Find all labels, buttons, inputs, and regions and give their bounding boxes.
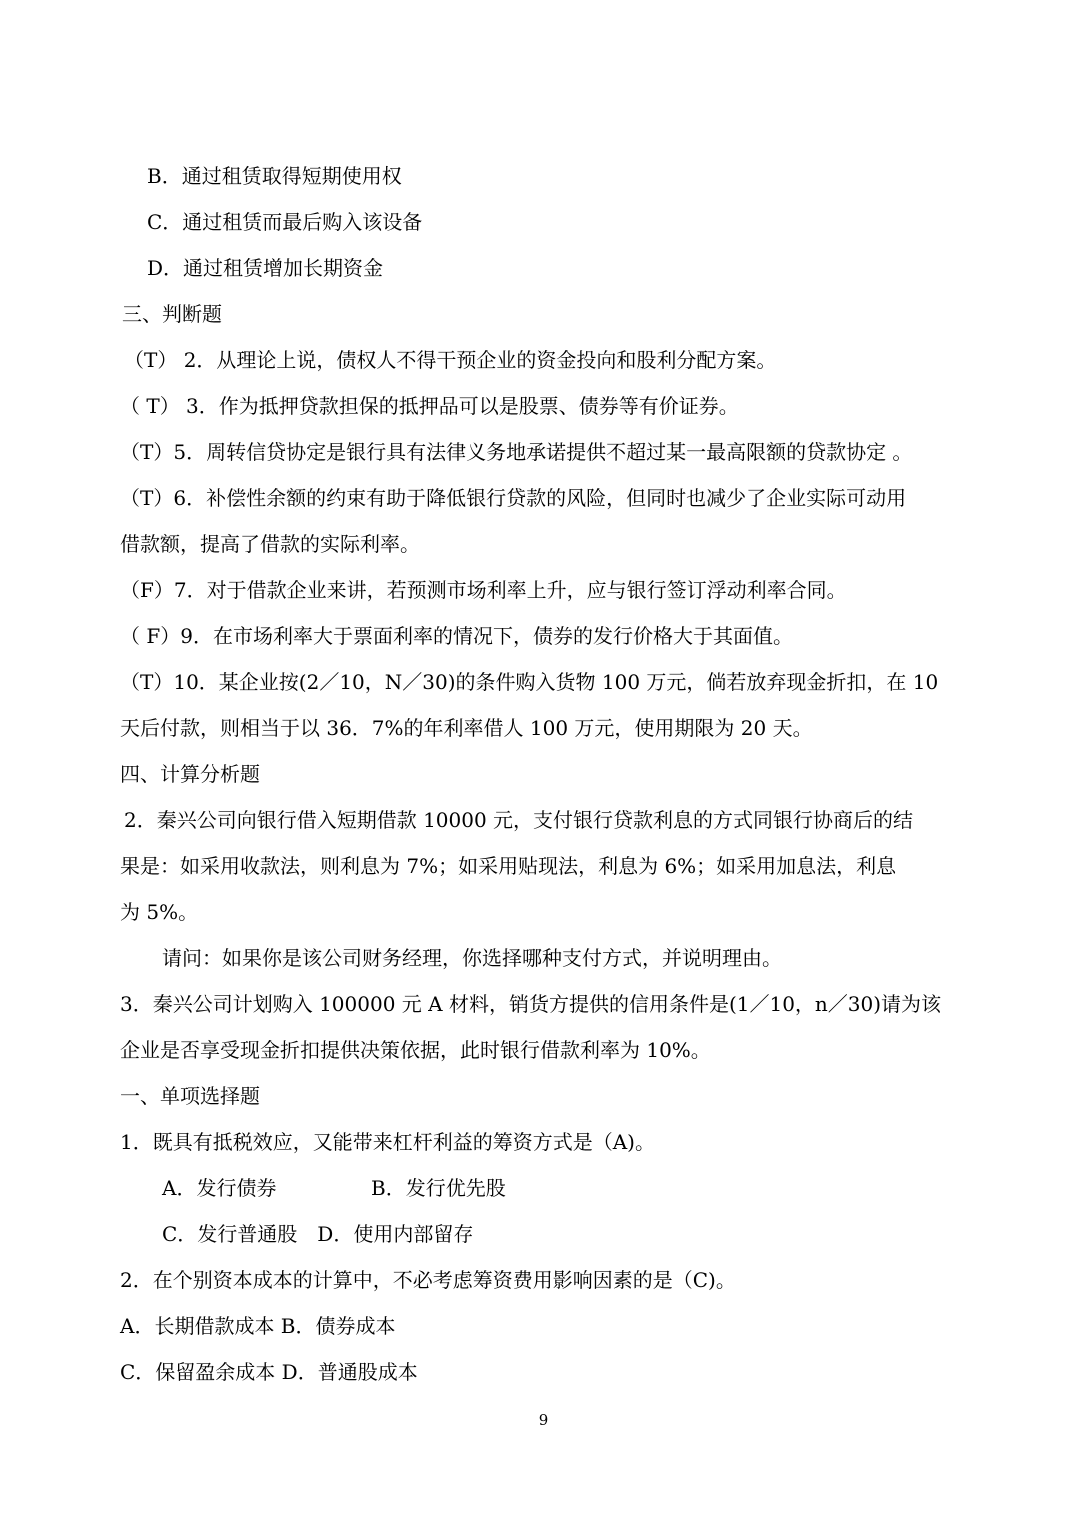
choice-question-1: 1．既具有抵税效应，又能带来杠杆利益的筹资方式是（A)。: [120, 1130, 655, 1154]
choice-q2-options-a-b: A．长期借款成本 B．债券成本: [120, 1314, 396, 1338]
choice-q1-option-a: A．发行债券: [162, 1176, 277, 1200]
calc-question-3-line-2: 企业是否享受现金折扣提供决策依据，此时银行借款利率为 10%。: [120, 1038, 711, 1062]
option-d-line: D．通过租赁增加长期资金: [147, 256, 384, 280]
calc-question-2-prompt: 请问：如果你是该公司财务经理，你选择哪种支付方式，并说明理由。: [162, 946, 782, 970]
option-b-line: B．通过租赁取得短期使用权: [147, 164, 402, 188]
choice-q1-options-c-d: C．发行普通股 D．使用内部留存: [162, 1222, 474, 1246]
tf-item-3: （ T） 3．作为抵押贷款担保的抵押品可以是股票、债券等有价证券。: [120, 394, 739, 418]
tf-item-10-continued: 天后付款，则相当于以 36．7%的年利率借人 100 万元，使用期限为 20 天。: [120, 716, 813, 740]
tf-item-6: （T）6．补偿性余额的约束有助于降低银行贷款的风险，但同时也减少了企业实际可动用: [120, 486, 907, 510]
tf-item-7: （F）7．对于借款企业来讲，若预测市场利率上升，应与银行签订浮动利率合同。: [120, 578, 847, 602]
calc-question-3: 3．秦兴公司计划购入 100000 元 A 材料，销货方提供的信用条件是(1／10，n／30)请为该: [120, 992, 942, 1016]
tf-item-2: （T） 2．从理论上说，债权人不得干预企业的资金投向和股利分配方案。: [124, 348, 777, 372]
option-c-line: C．通过租赁而最后购入该设备: [147, 210, 423, 234]
tf-item-5: （T）5．周转信贷协定是银行具有法律义务地承诺提供不超过某一最高限额的贷款协定 。: [120, 440, 913, 464]
section-heading-single-choice: 一、单项选择题: [120, 1084, 260, 1108]
choice-q2-options-c-d: C．保留盈余成本 D．普通股成本: [120, 1360, 418, 1384]
tf-item-6-continued: 借款额，提高了借款的实际利率。: [120, 532, 420, 556]
calc-question-2-line-3: 为 5%。: [120, 900, 199, 924]
section-heading-true-false: 三、判断题: [122, 302, 222, 326]
tf-item-10: （T）10．某企业按(2／10，N／30)的条件购入货物 100 万元，倘若放弃现金折扣，在 10: [120, 670, 939, 694]
page-number: 9: [538, 1411, 549, 1429]
calc-question-2-line-2: 果是：如采用收款法，则利息为 7%；如采用贴现法，利息为 6%；如采用加息法，利息: [120, 854, 897, 878]
calc-question-2: 2．秦兴公司向银行借入短期借款 10000 元，支付银行贷款利息的方式同银行协商后的结: [124, 808, 914, 832]
choice-q1-option-b: B．发行优先股: [371, 1176, 506, 1200]
tf-item-9: （ F）9．在市场利率大于票面利率的情况下，债券的发行价格大于其面值。: [120, 624, 793, 648]
choice-question-2: 2．在个别资本成本的计算中，不必考虑筹资费用影响因素的是（C)。: [120, 1268, 736, 1292]
section-heading-calculation: 四、计算分析题: [120, 762, 260, 786]
